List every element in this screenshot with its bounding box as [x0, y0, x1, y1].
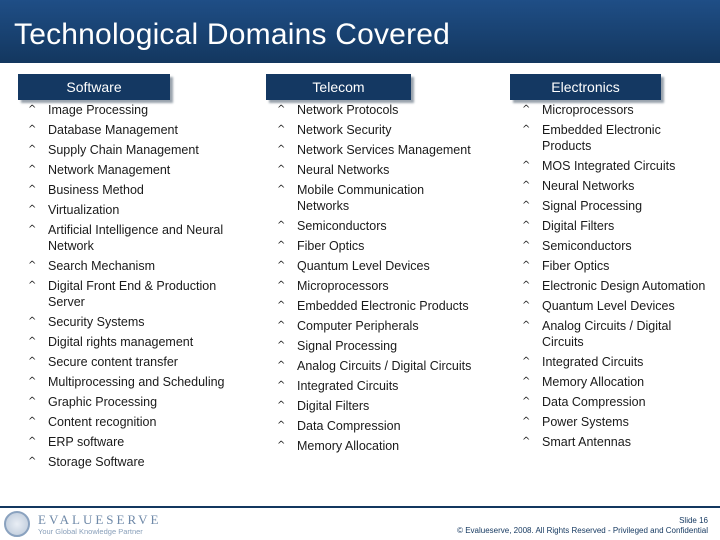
title-bar: [0, 0, 720, 63]
list-item-label: Data Compression: [297, 419, 401, 433]
copyright-notice: © Evalueserve, 2008. All Rights Reserved - Privileged and Confidential: [457, 526, 708, 535]
caret-up-bullet-icon: ^: [277, 144, 286, 155]
list-item-label: Virtualization: [48, 203, 120, 217]
caret-up-bullet-icon: ^: [277, 260, 286, 271]
list-item-label: Semiconductors: [542, 239, 632, 253]
list-item: [28, 334, 228, 350]
list-item-label: Quantum Level Devices: [542, 299, 675, 313]
list-item-label: Quantum Level Devices: [297, 259, 430, 273]
caret-up-bullet-icon: ^: [28, 396, 37, 407]
caret-up-bullet-icon: ^: [28, 204, 37, 215]
slide-number: Slide 16: [679, 516, 708, 525]
software-domain-list: [28, 102, 228, 474]
list-item-label: MOS Integrated Circuits: [542, 159, 676, 173]
list-item: [28, 182, 228, 198]
caret-up-bullet-icon: ^: [28, 260, 37, 271]
list-item-label: Fiber Optics: [542, 259, 610, 273]
list-item-label: Network Security: [297, 123, 392, 137]
list-item-label: Analog Circuits / Digital Circuits: [542, 319, 672, 349]
list-item-label: Embedded Electronic Products: [297, 299, 469, 313]
company-logo: [4, 510, 194, 538]
caret-up-bullet-icon: ^: [277, 440, 286, 451]
list-item: [28, 314, 228, 330]
list-item: [277, 278, 477, 294]
list-item: [277, 122, 477, 138]
column-header-software: Software: [18, 74, 170, 100]
list-item: [522, 102, 707, 118]
caret-up-bullet-icon: ^: [28, 456, 37, 467]
page-title: Technological Domains Covered: [14, 18, 451, 51]
caret-up-bullet-icon: ^: [277, 360, 286, 371]
caret-up-bullet-icon: ^: [522, 280, 531, 291]
list-item-label: Signal Processing: [542, 199, 643, 213]
list-item: [522, 158, 707, 174]
caret-up-bullet-icon: ^: [28, 124, 37, 135]
list-item-label: Multiprocessing and Scheduling: [48, 375, 225, 389]
list-item: [522, 218, 707, 234]
list-item-label: Computer Peripherals: [297, 319, 419, 333]
list-item: [522, 122, 707, 154]
logo-seal-icon: [4, 511, 30, 537]
list-item: [277, 218, 477, 234]
list-item: [277, 102, 477, 118]
list-item: [28, 454, 228, 470]
list-item: [28, 278, 228, 310]
caret-up-bullet-icon: ^: [277, 320, 286, 331]
list-item: [522, 414, 707, 430]
caret-up-bullet-icon: ^: [522, 180, 531, 191]
list-item: [28, 258, 228, 274]
list-item: [28, 142, 228, 158]
caret-up-bullet-icon: ^: [522, 320, 531, 331]
list-item-label: Graphic Processing: [48, 395, 158, 409]
caret-up-bullet-icon: ^: [277, 420, 286, 431]
list-item: [277, 438, 477, 454]
caret-up-bullet-icon: ^: [28, 280, 37, 291]
list-item: [28, 102, 228, 118]
list-item: [28, 162, 228, 178]
list-item-label: Embedded Electronic Products: [542, 123, 661, 153]
list-item-label: Network Protocols: [297, 103, 399, 117]
list-item-label: Database Management: [48, 123, 178, 137]
list-item-label: Fiber Optics: [297, 239, 365, 253]
caret-up-bullet-icon: ^: [522, 436, 531, 447]
list-item-label: Storage Software: [48, 455, 145, 469]
list-item-label: Network Services Management: [297, 143, 471, 157]
list-item-label: Neural Networks: [297, 163, 390, 177]
caret-up-bullet-icon: ^: [277, 164, 286, 175]
list-item-label: Image Processing: [48, 103, 149, 117]
list-item: [28, 122, 228, 138]
logo-name: EVALUESERVE: [38, 512, 162, 527]
list-item-label: Network Management: [48, 163, 171, 177]
list-item: [522, 318, 707, 350]
list-item: [522, 394, 707, 410]
caret-up-bullet-icon: ^: [28, 316, 37, 327]
list-item-label: Microprocessors: [297, 279, 389, 293]
list-item: [28, 222, 228, 254]
list-item-label: Digital Filters: [297, 399, 370, 413]
caret-up-bullet-icon: ^: [522, 200, 531, 211]
list-item-label: Signal Processing: [297, 339, 398, 353]
list-item: [522, 238, 707, 254]
list-item: [28, 434, 228, 450]
caret-up-bullet-icon: ^: [522, 124, 531, 135]
caret-up-bullet-icon: ^: [277, 240, 286, 251]
list-item-label: Digital Front End & Production Server: [48, 279, 217, 309]
list-item: [277, 258, 477, 274]
electronics-domain-list: [522, 102, 707, 454]
list-item-label: Memory Allocation: [297, 439, 400, 453]
list-item-label: Neural Networks: [542, 179, 635, 193]
column-header-telecom: Telecom: [266, 74, 411, 100]
caret-up-bullet-icon: ^: [277, 400, 286, 411]
list-item-label: Artificial Intelligence and Neural Network: [48, 223, 224, 253]
list-item: [522, 354, 707, 370]
caret-up-bullet-icon: ^: [522, 160, 531, 171]
list-item-label: Content recognition: [48, 415, 157, 429]
list-item-label: Security Systems: [48, 315, 145, 329]
list-item-label: Search Mechanism: [48, 259, 155, 273]
list-item: [277, 418, 477, 434]
list-item: [277, 358, 477, 374]
list-item: [522, 278, 707, 294]
list-item: [277, 398, 477, 414]
list-item: [522, 198, 707, 214]
caret-up-bullet-icon: ^: [277, 300, 286, 311]
list-item-label: Business Method: [48, 183, 144, 197]
list-item-label: Electronic Design Automation: [542, 279, 706, 293]
caret-up-bullet-icon: ^: [277, 184, 286, 195]
list-item: [277, 378, 477, 394]
caret-up-bullet-icon: ^: [522, 376, 531, 387]
list-item: [277, 142, 477, 158]
list-item: [277, 298, 477, 314]
list-item-label: Supply Chain Management: [48, 143, 199, 157]
column-header-electronics: Electronics: [510, 74, 661, 100]
list-item: [28, 414, 228, 430]
list-item: [522, 178, 707, 194]
caret-up-bullet-icon: ^: [277, 280, 286, 291]
list-item: [277, 238, 477, 254]
caret-up-bullet-icon: ^: [277, 220, 286, 231]
list-item: [277, 182, 477, 214]
list-item: [28, 374, 228, 390]
list-item: [28, 394, 228, 410]
caret-up-bullet-icon: ^: [522, 416, 531, 427]
caret-up-bullet-icon: ^: [28, 416, 37, 427]
caret-up-bullet-icon: ^: [522, 356, 531, 367]
list-item: [522, 298, 707, 314]
list-item-label: Digital Filters: [542, 219, 615, 233]
caret-up-bullet-icon: ^: [277, 124, 286, 135]
caret-up-bullet-icon: ^: [277, 340, 286, 351]
list-item-label: Digital rights management: [48, 335, 194, 349]
list-item: [277, 338, 477, 354]
caret-up-bullet-icon: ^: [28, 144, 37, 155]
caret-up-bullet-icon: ^: [522, 260, 531, 271]
list-item-label: Smart Antennas: [542, 435, 631, 449]
caret-up-bullet-icon: ^: [28, 376, 37, 387]
caret-up-bullet-icon: ^: [522, 240, 531, 251]
caret-up-bullet-icon: ^: [28, 224, 37, 235]
caret-up-bullet-icon: ^: [28, 356, 37, 367]
list-item-label: Analog Circuits / Digital Circuits: [297, 359, 472, 373]
logo-tagline: Your Global Knowledge Partner: [38, 527, 143, 536]
list-item-label: Data Compression: [542, 395, 646, 409]
caret-up-bullet-icon: ^: [277, 380, 286, 391]
list-item: [28, 202, 228, 218]
list-item-label: ERP software: [48, 435, 125, 449]
caret-up-bullet-icon: ^: [28, 104, 37, 115]
list-item: [522, 434, 707, 450]
list-item-label: Power Systems: [542, 415, 629, 429]
caret-up-bullet-icon: ^: [28, 184, 37, 195]
caret-up-bullet-icon: ^: [28, 436, 37, 447]
caret-up-bullet-icon: ^: [522, 396, 531, 407]
list-item-label: Mobile Communication Networks: [297, 183, 425, 213]
list-item: [277, 162, 477, 178]
caret-up-bullet-icon: ^: [277, 104, 286, 115]
caret-up-bullet-icon: ^: [28, 164, 37, 175]
list-item: [522, 374, 707, 390]
list-item: [28, 354, 228, 370]
footer-divider: [0, 506, 720, 508]
list-item-label: Semiconductors: [297, 219, 387, 233]
list-item-label: Secure content transfer: [48, 355, 178, 369]
list-item-label: Microprocessors: [542, 103, 634, 117]
caret-up-bullet-icon: ^: [522, 104, 531, 115]
list-item: [522, 258, 707, 274]
list-item-label: Memory Allocation: [542, 375, 645, 389]
caret-up-bullet-icon: ^: [522, 220, 531, 231]
list-item-label: Integrated Circuits: [297, 379, 399, 393]
caret-up-bullet-icon: ^: [522, 300, 531, 311]
list-item-label: Integrated Circuits: [542, 355, 644, 369]
caret-up-bullet-icon: ^: [28, 336, 37, 347]
telecom-domain-list: [277, 102, 477, 458]
list-item: [277, 318, 477, 334]
